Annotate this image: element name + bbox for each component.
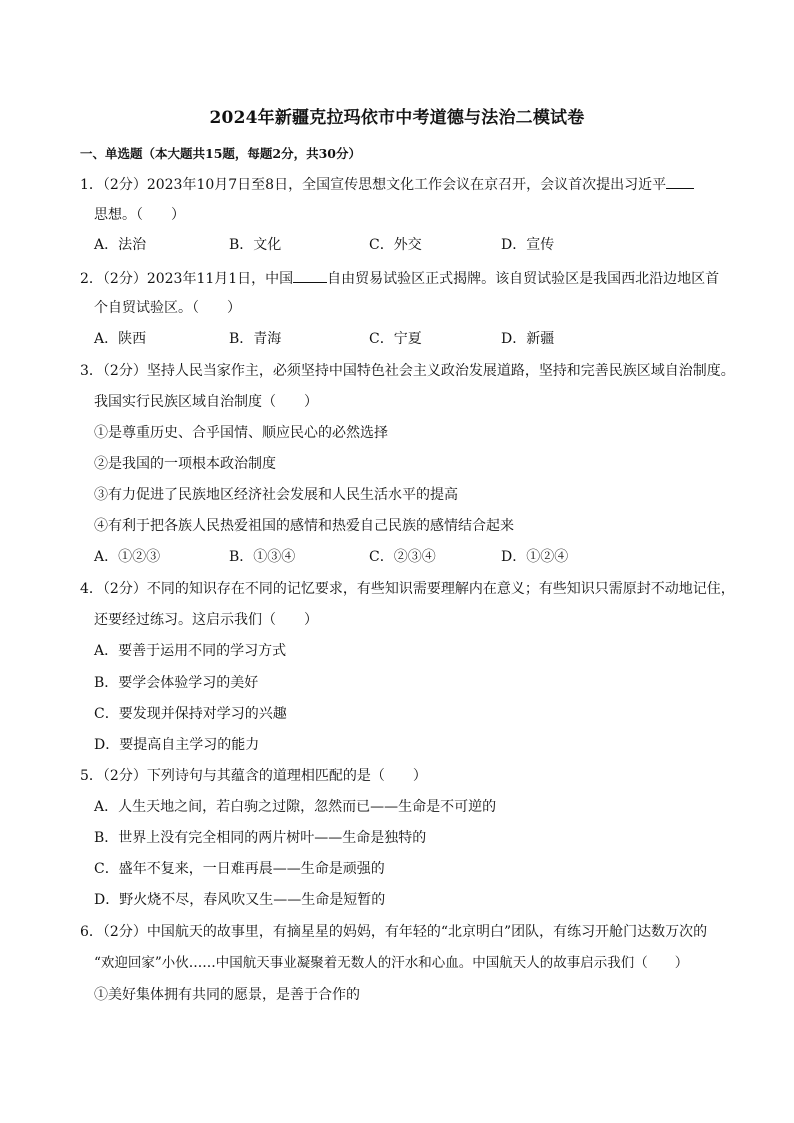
q4-option-a[interactable]: A．要善于运用不同的学习方式 <box>94 643 287 659</box>
page-title: 2024年新疆克拉玛依市中考道德与法治二模试卷 <box>209 108 585 128</box>
answer-blank <box>666 174 694 189</box>
q3-statement-4: ④有利于把各族人民热爱祖国的感情和热爱自己民族的感情结合起来 <box>94 518 514 534</box>
section-heading: 一、单选题（本大题共15题，每题2分，共30分） <box>80 146 361 161</box>
q2-option-a[interactable]: A．陕西 <box>94 331 147 347</box>
q3-option-b[interactable]: B．①③④ <box>229 549 296 565</box>
question-6-stem-cont: “欢迎回家”小伙……中国航天事业凝聚着无数人的汗水和心血。中国航天人的故事启示我们（ ） <box>94 955 689 971</box>
q4-option-c[interactable]: C．要发现并保持对学习的兴趣 <box>94 706 287 722</box>
q3-statement-1: ①是尊重历史、合乎国情、顺应民心的必然选择 <box>94 425 388 441</box>
q2-option-b[interactable]: B．青海 <box>229 331 282 347</box>
question-4-stem: 4．（2分）不同的知识存在不同的记忆要求，有些知识需要理解内在意义；有些知识只需原封不动地记住， <box>80 581 735 597</box>
q6-statement-1: ①美好集体拥有共同的愿景，是善于合作的 <box>94 987 360 1003</box>
q3-option-a[interactable]: A．①②③ <box>94 549 161 565</box>
answer-blank <box>293 268 327 283</box>
q5-option-d[interactable]: D．野火烧不尽，春风吹又生——生命是短暂的 <box>94 892 386 908</box>
q5-option-b[interactable]: B．世界上没有完全相同的两片树叶——生命是独特的 <box>94 830 427 846</box>
q4-option-d[interactable]: D．要提高自主学习的能力 <box>94 737 260 753</box>
q1-option-b[interactable]: B．文化 <box>229 237 282 253</box>
question-3-stem: 3．（2分）坚持人民当家作主，必须坚持中国特色社会主义政治发展道路，坚持和完善民族区域自治制度。 <box>80 363 735 379</box>
question-6-stem: 6．（2分）中国航天的故事里，有摘星星的妈妈，有年轻的“北京明白”团队，有练习开舱门达数万次的 <box>80 924 708 940</box>
q5-option-c[interactable]: C．盛年不复来，一日难再晨——生命是顽强的 <box>94 861 385 877</box>
question-2-text-a: 2．（2分）2023年11月1日，中国 <box>80 271 294 287</box>
question-2-text-b: 自由贸易试验区正式揭牌。该自贸试验区是我国西北沿边地区首 <box>327 271 720 287</box>
question-5-stem: 5．（2分）下列诗句与其蕴含的道理相匹配的是（ ） <box>80 768 427 784</box>
q4-option-b[interactable]: B．要学会体验学习的美好 <box>94 675 259 691</box>
question-2-stem-cont: 个自贸试验区。（ ） <box>94 300 241 316</box>
question-1-text: 1．（2分）2023年10月7日至8日，全国宣传思想文化工作会议在京召开，会议首次提出习近平 <box>80 177 667 193</box>
q3-option-d[interactable]: D．①②④ <box>501 549 569 565</box>
q3-statement-3: ③有力促进了民族地区经济社会发展和人民生活水平的提高 <box>94 487 458 503</box>
question-1-stem-cont: 思想。（ ） <box>94 207 185 223</box>
q3-statement-2: ②是我国的一项根本政治制度 <box>94 456 276 472</box>
q2-option-d[interactable]: D．新疆 <box>501 331 555 347</box>
q5-option-a[interactable]: A．人生天地之间，若白驹之过隙，忽然而已——生命是不可逆的 <box>94 799 497 815</box>
question-2-stem <box>80 268 719 288</box>
q2-option-c[interactable]: C．宁夏 <box>369 331 422 347</box>
question-4-stem-cont: 还要经过练习。这启示我们（ ） <box>94 612 318 628</box>
q1-option-a[interactable]: A．法治 <box>94 237 147 253</box>
q1-option-d[interactable]: D．宣传 <box>501 237 555 253</box>
question-1-stem <box>80 174 694 194</box>
q1-option-c[interactable]: C．外交 <box>369 237 422 253</box>
q3-option-c[interactable]: C．②③④ <box>369 549 436 565</box>
question-3-stem-cont: 我国实行民族区域自治制度（ ） <box>94 394 318 410</box>
